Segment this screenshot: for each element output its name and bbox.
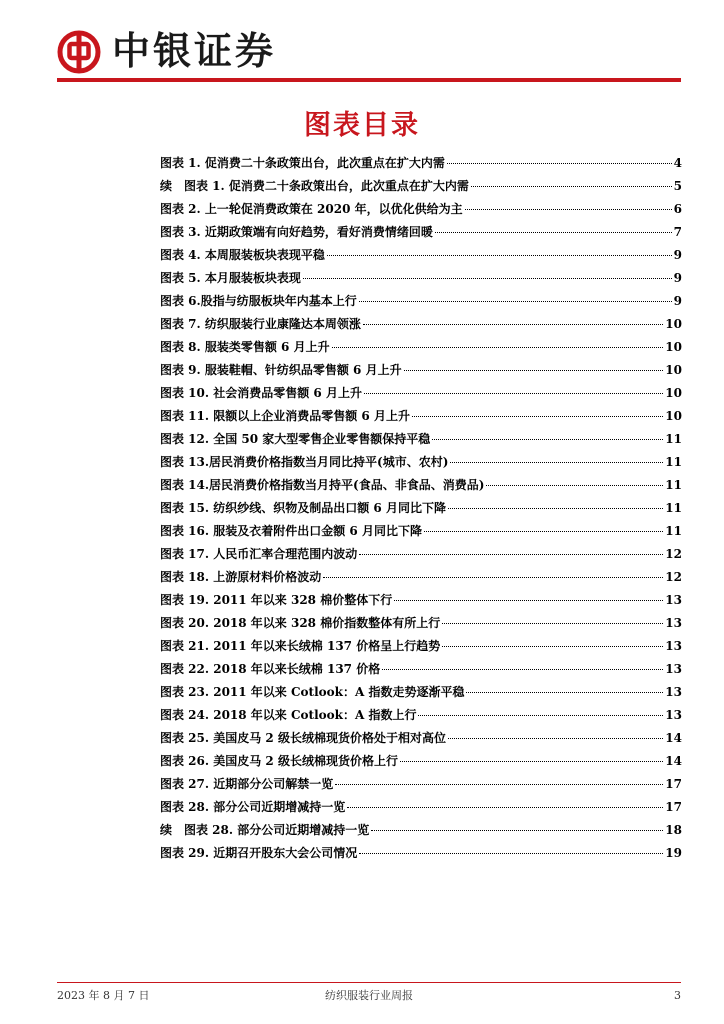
toc-entry[interactable]: [160, 727, 682, 750]
toc-entry[interactable]: [160, 819, 682, 842]
footer-divider: [57, 982, 681, 983]
toc-entry-page: 6: [673, 202, 682, 216]
toc-entry[interactable]: [160, 520, 682, 543]
header-divider: [57, 78, 681, 82]
toc-dot-leader: [448, 508, 663, 509]
bank-of-china-logo-icon: [57, 30, 101, 74]
toc-entry-page: 14: [665, 754, 682, 768]
toc-entry-page: 17: [665, 777, 682, 791]
toc-entry[interactable]: [160, 543, 682, 566]
toc-dot-leader: [447, 163, 672, 164]
toc-entry-title: 续 图表 28. 部分公司近期增减持一览: [160, 823, 370, 837]
toc-entry-page: 18: [665, 823, 682, 837]
toc-entry-title: 图表 1. 促消费二十条政策出台，此次重点在扩大内需: [160, 156, 445, 170]
toc-entry[interactable]: [160, 704, 682, 727]
toc-entry-page: 13: [665, 685, 682, 699]
toc-entry[interactable]: [160, 681, 682, 704]
toc-dot-leader: [466, 692, 663, 693]
toc-entry[interactable]: [160, 658, 682, 681]
toc-entry-page: 4: [673, 156, 682, 170]
toc-entry-page: 11: [665, 455, 682, 469]
toc-entry[interactable]: [160, 842, 682, 865]
toc-entry-title: 续 图表 1. 促消费二十条政策出台，此次重点在扩大内需: [160, 179, 469, 193]
toc-entry-page: 11: [665, 478, 682, 492]
toc-dot-leader: [359, 554, 663, 555]
toc-entry-page: 13: [665, 593, 682, 607]
toc-dot-leader: [418, 715, 663, 716]
page-header: [0, 0, 724, 90]
toc-entry-page: 12: [665, 547, 682, 561]
page-footer: [57, 986, 681, 1006]
footer-date: 2023 年 8 月 7 日: [57, 989, 150, 1002]
toc-entry-title: 图表 4. 本周服装板块表现平稳: [160, 248, 325, 262]
toc-entry[interactable]: [160, 589, 682, 612]
toc-entry-page: 11: [665, 432, 682, 446]
toc-entry[interactable]: [160, 382, 682, 405]
toc-entry[interactable]: [160, 359, 682, 382]
toc-entry-page: 10: [665, 317, 682, 331]
toc-entry-title: 图表 7. 纺织服装行业康隆达本周领涨: [160, 317, 361, 331]
toc-entry[interactable]: [160, 474, 682, 497]
toc-entry-page: 11: [665, 501, 682, 515]
toc-dot-leader: [335, 784, 663, 785]
toc-entry[interactable]: [160, 313, 682, 336]
toc-dot-leader: [448, 738, 663, 739]
toc-entry-page: 10: [665, 363, 682, 377]
brand-name: 中银证券: [112, 29, 277, 73]
toc-entry[interactable]: [160, 405, 682, 428]
toc-dot-leader: [364, 393, 663, 394]
toc-entry-title: 图表 26. 美国皮马 2 级长绒棉现货价格上行: [160, 754, 398, 768]
toc-dot-leader: [359, 301, 672, 302]
toc-entry-title: 图表 17. 人民币汇率合理范围内波动: [160, 547, 358, 561]
toc-dot-leader: [465, 209, 672, 210]
toc-entry-page: 9: [673, 271, 682, 285]
toc-entry-title: 图表 3. 近期政策端有向好趋势，看好消费情绪回暖: [160, 225, 433, 239]
toc-dot-leader: [394, 600, 663, 601]
toc-entry-page: 11: [665, 524, 682, 538]
toc-entry-page: 9: [673, 248, 682, 262]
toc-dot-leader: [303, 278, 672, 279]
toc-entry-page: 19: [665, 846, 682, 860]
toc-entry-page: 7: [673, 225, 682, 239]
toc-entry-title: 图表 14.居民消费价格指数当月持平(食品、非食品、消费品): [160, 478, 485, 492]
toc-entry-page: 9: [673, 294, 682, 308]
toc-entry-title: 图表 15. 纺织纱线、织物及制品出口额 6 月同比下降: [160, 501, 446, 515]
toc-entry[interactable]: [160, 244, 682, 267]
toc-entry-page: 14: [665, 731, 682, 745]
toc-entry-title: 图表 9. 服装鞋帽、针纺织品零售额 6 月上升: [160, 363, 402, 377]
toc-dot-leader: [442, 646, 663, 647]
toc-entry-title: 图表 23. 2011 年以来 Cotlook：A 指数走势逐渐平稳: [160, 685, 465, 699]
toc-dot-leader: [412, 416, 663, 417]
toc-dot-leader: [371, 830, 663, 831]
toc-dot-leader: [323, 577, 663, 578]
toc-entry-title: 图表 19. 2011 年以来 328 棉价整体下行: [160, 593, 393, 607]
toc-entry-title: 图表 21. 2011 年以来长绒棉 137 价格呈上行趋势: [160, 639, 441, 653]
toc-entry-title: 图表 6.股指与纺服板块年内基本上行: [160, 294, 357, 308]
toc-entry[interactable]: [160, 612, 682, 635]
toc-entry-title: 图表 8. 服装类零售额 6 月上升: [160, 340, 330, 354]
toc-dot-leader: [359, 853, 663, 854]
toc-dot-leader: [332, 347, 664, 348]
toc-entry-page: 10: [665, 409, 682, 423]
toc-entry-title: 图表 2. 上一轮促消费政策在 2020 年，以优化供给为主: [160, 202, 463, 216]
toc-entry-title: 图表 18. 上游原材料价格波动: [160, 570, 322, 584]
toc-entry-page: 5: [673, 179, 682, 193]
toc-dot-leader: [450, 462, 663, 463]
toc-entry-page: 10: [665, 340, 682, 354]
toc-entry[interactable]: [160, 497, 682, 520]
toc-entry[interactable]: [160, 152, 682, 175]
toc-heading: 图表目录: [304, 110, 420, 141]
toc-entry[interactable]: [160, 451, 682, 474]
toc-entry-title: 图表 11. 限额以上企业消费品零售额 6 月上升: [160, 409, 410, 423]
toc-dot-leader: [435, 232, 672, 233]
toc-entry-page: 17: [665, 800, 682, 814]
toc-entry-page: 13: [665, 639, 682, 653]
toc-entry-title: 图表 13.居民消费价格指数当月同比持平(城市、农村): [160, 455, 449, 469]
footer-page-number: 3: [674, 989, 681, 1002]
toc-dot-leader: [424, 531, 663, 532]
toc-entry-title: 图表 5. 本月服装板块表现: [160, 271, 301, 285]
toc-entry[interactable]: [160, 773, 682, 796]
toc-entry[interactable]: [160, 336, 682, 359]
toc-entry[interactable]: [160, 566, 682, 589]
toc-dot-leader: [347, 807, 663, 808]
toc-entry-title: 图表 12. 全国 50 家大型零售企业零售额保持平稳: [160, 432, 431, 446]
toc-entry[interactable]: [160, 267, 682, 290]
toc-entry-page: 12: [665, 570, 682, 584]
toc-entry-title: 图表 25. 美国皮马 2 级长绒棉现货价格处于相对高位: [160, 731, 446, 745]
table-of-figures: [160, 152, 682, 865]
toc-dot-leader: [442, 623, 663, 624]
toc-entry[interactable]: [160, 796, 682, 819]
toc-entry-title: 图表 20. 2018 年以来 328 棉价指数整体有所上行: [160, 616, 441, 630]
toc-entry[interactable]: [160, 635, 682, 658]
toc-dot-leader: [363, 324, 663, 325]
toc-dot-leader: [327, 255, 672, 256]
toc-entry-title: 图表 24. 2018 年以来 Cotlook：A 指数上行: [160, 708, 417, 722]
toc-entry-page: 10: [665, 386, 682, 400]
toc-entry-title: 图表 16. 服装及衣着附件出口金额 6 月同比下降: [160, 524, 422, 538]
toc-entry[interactable]: [160, 175, 682, 198]
toc-dot-leader: [432, 439, 663, 440]
toc-entry-title: 图表 29. 近期召开股东大会公司情况: [160, 846, 358, 860]
toc-entry-title: 图表 27. 近期部分公司解禁一览: [160, 777, 334, 791]
toc-entry-title: 图表 22. 2018 年以来长绒棉 137 价格: [160, 662, 381, 676]
toc-entry[interactable]: [160, 750, 682, 773]
toc-entry[interactable]: [160, 221, 682, 244]
toc-entry-page: 13: [665, 708, 682, 722]
toc-entry[interactable]: [160, 198, 682, 221]
toc-dot-leader: [382, 669, 663, 670]
toc-entry-page: 13: [665, 662, 682, 676]
toc-dot-leader: [486, 485, 663, 486]
toc-entry-page: 13: [665, 616, 682, 630]
toc-entry-title: 图表 28. 部分公司近期增减持一览: [160, 800, 346, 814]
toc-dot-leader: [404, 370, 664, 371]
toc-entry-title: 图表 10. 社会消费品零售额 6 月上升: [160, 386, 362, 400]
toc-dot-leader: [400, 761, 663, 762]
toc-entry[interactable]: [160, 428, 682, 451]
toc-dot-leader: [471, 186, 672, 187]
toc-entry[interactable]: [160, 290, 682, 313]
footer-report-name: 纺织服装行业周报: [325, 989, 413, 1002]
